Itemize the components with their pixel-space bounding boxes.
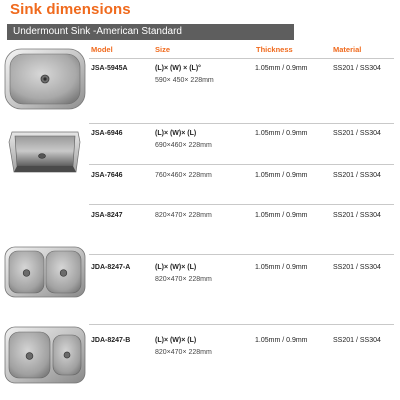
row-1-thickness: 1.05mm / 0.9mm bbox=[255, 65, 308, 72]
row-3-material: SS201 / SS304 bbox=[333, 172, 381, 179]
row-divider bbox=[89, 324, 394, 325]
row-divider bbox=[89, 254, 394, 255]
double-bowl-sink-image bbox=[4, 246, 86, 298]
row-4-dims: 820×470× 228mm bbox=[155, 212, 212, 219]
row-3-model: JSA-7646 bbox=[91, 172, 123, 179]
row-4-thickness: 1.05mm / 0.9mm bbox=[255, 212, 308, 219]
row-6-size: (L)× (W)× (L) bbox=[155, 337, 197, 344]
row-4-material: SS201 / SS304 bbox=[333, 212, 381, 219]
row-1-size: (L)× (W) × (L)° bbox=[155, 65, 201, 72]
row-2-dims: 690×460× 228mm bbox=[155, 142, 212, 149]
row-3-thickness: 1.05mm / 0.9mm bbox=[255, 172, 308, 179]
double-bowl-sink-b-image bbox=[4, 326, 86, 384]
row-1-material: SS201 / SS304 bbox=[333, 65, 381, 72]
page-title: Sink dimensions bbox=[10, 1, 131, 18]
section-banner: Undermount Sink -American Standard bbox=[7, 24, 294, 40]
row-5-thickness: 1.05mm / 0.9mm bbox=[255, 264, 308, 271]
row-6-material: SS201 / SS304 bbox=[333, 337, 381, 344]
row-2-model: JSA-6946 bbox=[91, 130, 123, 137]
row-3-dims: 760×460× 228mm bbox=[155, 172, 212, 179]
single-bowl-rect-sink-image bbox=[6, 128, 82, 176]
header-model: Model bbox=[91, 45, 113, 54]
row-divider bbox=[89, 204, 394, 205]
single-bowl-sink-image bbox=[4, 48, 86, 110]
row-5-model: JDA-8247-A bbox=[91, 264, 131, 271]
row-1-dims: 590× 450× 228mm bbox=[155, 77, 214, 84]
row-2-material: SS201 / SS304 bbox=[333, 130, 381, 137]
row-2-size: (L)× (W)× (L) bbox=[155, 130, 197, 137]
header-thickness: Thickness bbox=[256, 45, 293, 54]
row-4-model: JSA-8247 bbox=[91, 212, 123, 219]
header-rule bbox=[89, 58, 394, 59]
header-material: Material bbox=[333, 45, 362, 54]
row-2-thickness: 1.05mm / 0.9mm bbox=[255, 130, 308, 137]
row-6-dims: 820×470× 228mm bbox=[155, 349, 212, 356]
row-1-model: JSA-5945A bbox=[91, 65, 128, 72]
header-size: Size bbox=[155, 45, 171, 54]
row-divider bbox=[89, 164, 394, 165]
row-5-material: SS201 / SS304 bbox=[333, 264, 381, 271]
row-6-thickness: 1.05mm / 0.9mm bbox=[255, 337, 308, 344]
row-5-dims: 820×470× 228mm bbox=[155, 276, 212, 283]
row-5-size: (L)× (W)× (L) bbox=[155, 264, 197, 271]
row-6-model: JDA-8247-B bbox=[91, 337, 131, 344]
row-divider bbox=[89, 123, 394, 124]
